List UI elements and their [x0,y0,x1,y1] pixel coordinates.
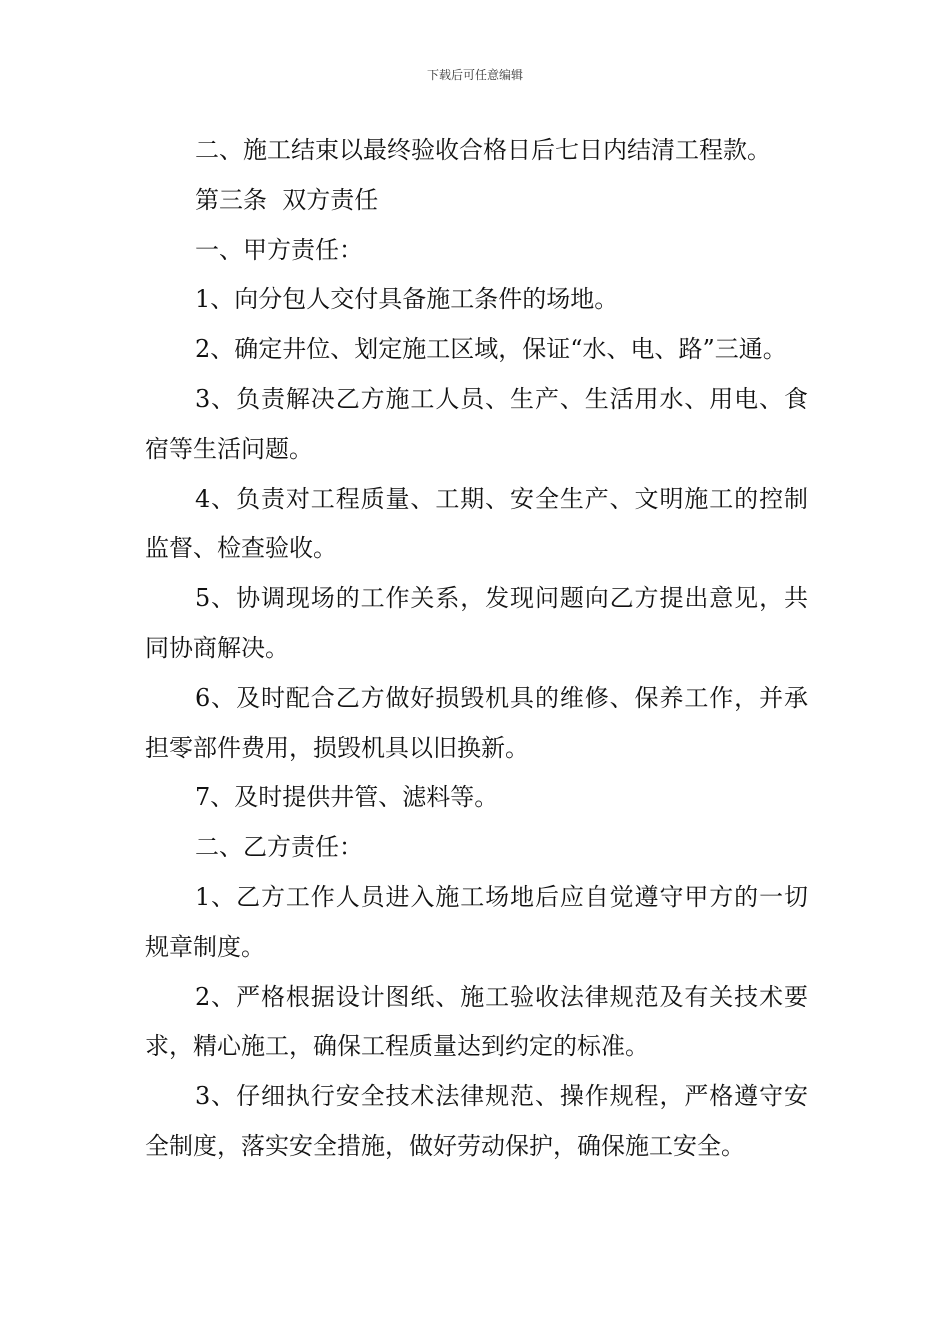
party-a-item-2: 2、确定井位、划定施工区域，保证“水、电、路”三通。 [195,335,787,364]
party-a-item-3: 3、负责解决乙方施工人员、生产、生活用水、用电、食宿等生活问题。 [145,384,808,463]
party-a-responsibilities-heading: 一、甲方责任： [195,235,363,264]
party-b-responsibilities-heading: 二、乙方责任： [195,833,363,862]
document-body [145,126,808,1172]
page-header: 下载后可任意编辑 [426,68,523,82]
party-a-item-4: 4、负责对工程质量、工期、安全生产、文明施工的控制监督、检查验收。 [145,484,808,563]
party-a-item-7: 7、及时提供井管、滤料等。 [195,783,499,812]
party-b-item-1: 1、乙方工作人员进入施工场地后应自觉遵守甲方的一切规章制度。 [145,882,808,961]
party-a-item-1: 1、向分包人交付具备施工条件的场地。 [195,285,619,314]
party-b-item-2: 2、严格根据设计图纸、施工验收法律规范及有关技术要求，精心施工，确保工程质量达到约定的标准。 [145,982,808,1061]
article-three-heading: 第三条 双方责任 [195,185,379,214]
party-a-item-5: 5、协调现场的工作关系，发现问题向乙方提出意见，共同协商解决。 [145,584,808,662]
party-a-item-6: 6、及时配合乙方做好损毁机具的维修、保养工作，并承担零部件费用，损毁机具以旧换新。 [145,683,808,762]
party-b-item-3: 3、仔细执行安全技术法律规范、操作规程，严格遵守安全制度，落实安全措施，做好劳动保护，确保施工安全。 [145,1082,808,1160]
paragraph-payment-settlement: 二、施工结束以最终验收合格日后七日内结清工程款。 [195,136,771,164]
